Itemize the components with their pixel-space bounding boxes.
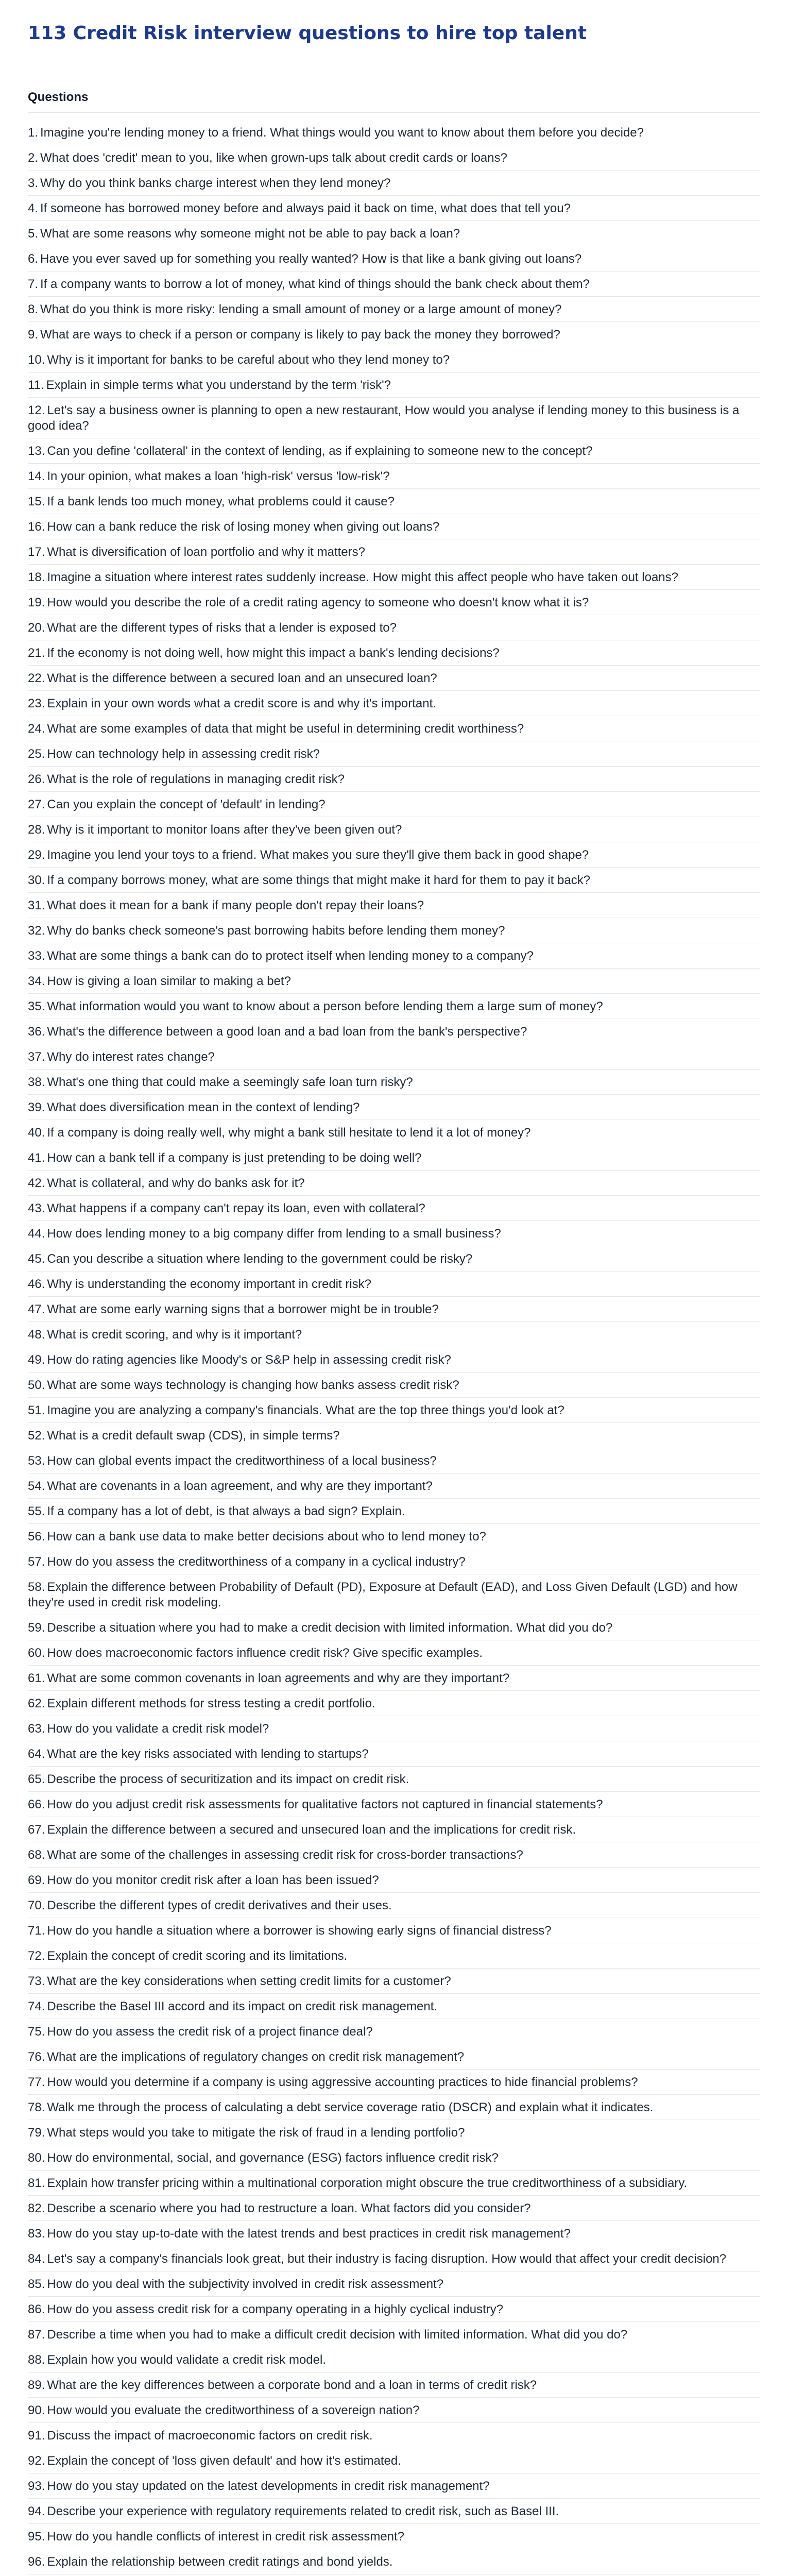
question-text: How would you evaluate the creditworthiness of a sovereign nation? [47, 2403, 420, 2417]
question-number: 60. [28, 1646, 45, 1660]
question-item [28, 1666, 760, 1691]
question-item [28, 1615, 760, 1640]
question-item [28, 1372, 760, 1398]
question-number: 63. [28, 1722, 45, 1736]
question-text: What is the role of regulations in managing credit risk? [47, 772, 345, 786]
question-item [28, 221, 760, 246]
question-text: What are the different types of risks that a lender is exposed to? [47, 621, 397, 635]
question-number: 78. [28, 2100, 45, 2114]
question-text: What are the key differences between a corporate bond and a loan in terms of credit risk? [47, 2378, 537, 2392]
question-number: 75. [28, 2025, 45, 2039]
question-number: 52. [28, 1429, 45, 1443]
question-number: 33. [28, 949, 45, 963]
question-item [28, 2044, 760, 2070]
question-item [28, 1792, 760, 1817]
question-number: 89. [28, 2378, 45, 2392]
question-number: 37. [28, 1050, 45, 1064]
question-number: 30. [28, 873, 45, 887]
question-number: 32. [28, 924, 45, 938]
question-number: 66. [28, 1798, 45, 1811]
question-text: How would you describe the role of a credit rating agency to someone who doesn't know what it is? [47, 596, 589, 609]
question-text: Imagine you are analyzing a company's financials. What are the top three things you'd look at? [47, 1403, 564, 1417]
question-item [28, 2019, 760, 2044]
question-number: 23. [28, 697, 45, 710]
question-item [28, 1994, 760, 2019]
question-text: Describe a scenario where you had to restructure a loan. What factors did you consider? [47, 2201, 531, 2215]
question-text: Explain how transfer pricing within a multinational corporation might obscure the true creditworthiness of a subsidiary. [47, 2176, 688, 2190]
question-item [28, 1347, 760, 1372]
question-number: 21. [28, 646, 45, 660]
question-number: 7. [28, 277, 39, 291]
question-text: If a company is doing really well, why might a bank still hesitate to lend it a lot of money? [47, 1126, 531, 1140]
question-text: What does 'credit' mean to you, like when grown-ups talk about credit cards or loans? [40, 151, 507, 165]
question-number: 95. [28, 2530, 45, 2544]
question-text: If someone has borrowed money before and always paid it back on time, what does that tell you? [40, 201, 571, 215]
question-item [28, 1741, 760, 1767]
question-number: 58. [28, 1580, 45, 1594]
question-item [28, 994, 760, 1019]
question-number: 88. [28, 2353, 45, 2367]
question-text: Why is it important for banks to be careful about who they lend money to? [47, 353, 450, 367]
question-number: 86. [28, 2302, 45, 2316]
question-text: What steps would you take to mitigate the risk of fraud in a lending portfolio? [47, 2126, 465, 2140]
question-number: 27. [28, 798, 45, 811]
question-text: Walk me through the process of calculating a debt service coverage ratio (DSCR) and explain what it indicates. [47, 2100, 654, 2114]
question-text: What are some common covenants in loan agreements and why are they important? [47, 1671, 510, 1685]
question-text: How do you stay updated on the latest developments in credit risk management? [47, 2479, 490, 2493]
question-item [28, 590, 760, 615]
question-number: 34. [28, 974, 45, 988]
question-number: 68. [28, 1848, 45, 1862]
question-text: Can you define 'collateral' in the context of lending, as if explaining to someone new to the concept? [47, 444, 593, 458]
question-text: If a company wants to borrow a lot of money, what kind of things should the bank check about them? [40, 277, 590, 291]
question-item [28, 1070, 760, 1095]
question-item [28, 1817, 760, 1842]
question-item [28, 969, 760, 994]
question-text: How do you deal with the subjectivity involved in credit risk assessment? [47, 2277, 444, 2291]
question-number: 18. [28, 570, 45, 584]
question-item [28, 1767, 760, 1792]
question-item [28, 120, 760, 145]
question-item [28, 347, 760, 372]
question-item [28, 565, 760, 590]
question-item [28, 2221, 760, 2246]
question-text: Describe a situation where you had to make a credit decision with limited information. What did you do? [47, 1621, 613, 1635]
question-number: 56. [28, 1530, 45, 1544]
question-text: Why do you think banks charge interest when they lend money? [40, 176, 391, 190]
question-item [28, 1716, 760, 1741]
question-text: Explain different methods for stress testing a credit portfolio. [47, 1697, 375, 1710]
question-text: What happens if a company can't repay its loan, even with collateral? [47, 1201, 425, 1215]
question-item [28, 1549, 760, 1574]
question-item [28, 1272, 760, 1297]
question-number: 48. [28, 1328, 45, 1342]
question-text: Can you describe a situation where lending to the government could be risky? [47, 1252, 473, 1266]
question-number: 8. [28, 302, 39, 316]
question-number: 26. [28, 772, 45, 786]
question-text: Imagine you're lending money to a friend. What things would you want to know about them before you decide? [40, 126, 644, 140]
question-text: What is the difference between a secured loan and an unsecured loan? [47, 671, 437, 685]
question-text: Explain the concept of credit scoring and its limitations. [47, 1949, 348, 1963]
question-text: Discuss the impact of macroeconomic factors on credit risk. [47, 2429, 373, 2443]
question-text: What are some ways technology is changing how banks assess credit risk? [47, 1378, 459, 1392]
question-number: 79. [28, 2126, 45, 2140]
question-item [28, 2473, 760, 2499]
question-number: 46. [28, 1277, 45, 1291]
question-number: 2. [28, 151, 39, 165]
question-item [28, 1423, 760, 1448]
question-text: Explain the difference between a secured and unsecured loan and the implications for credit risk. [47, 1823, 576, 1837]
question-item [28, 2499, 760, 2524]
question-item [28, 464, 760, 489]
question-item [28, 842, 760, 868]
question-item [28, 691, 760, 716]
question-number: 13. [28, 444, 45, 458]
question-text: Can you explain the concept of 'default' in lending? [47, 798, 326, 811]
question-text: What information would you want to know about a person before lending them a large sum of money? [47, 999, 603, 1013]
question-text: How would you determine if a company is using aggressive accounting practices to hide financial problems? [47, 2075, 638, 2089]
question-number: 3. [28, 176, 39, 190]
question-item [28, 2145, 760, 2171]
question-number: 28. [28, 823, 45, 837]
question-item [28, 1640, 760, 1666]
question-text: What are some early warning signs that a borrower might be in trouble? [47, 1302, 439, 1316]
question-text: How do you assess the creditworthiness of a company in a cyclical industry? [47, 1555, 466, 1569]
question-text: Explain in simple terms what you understand by the term 'risk'? [46, 378, 391, 392]
question-item [28, 767, 760, 792]
question-item [28, 615, 760, 640]
question-item [28, 2120, 760, 2145]
question-text: What are some reasons why someone might not be able to pay back a loan? [40, 227, 460, 241]
question-text: Let's say a business owner is planning to open a new restaurant, How would you analyse if lending money to this business is a good idea? [28, 403, 740, 433]
question-number: 6. [28, 252, 39, 266]
question-item [28, 514, 760, 539]
question-text: How can a bank reduce the risk of losing money when giving out loans? [47, 520, 440, 534]
question-text: What does it mean for a bank if many people don't repay their loans? [47, 899, 424, 912]
question-item [28, 2272, 760, 2297]
question-item [28, 196, 760, 221]
question-text: How do you adjust credit risk assessments for qualitative factors not captured in financial statements? [47, 1798, 603, 1811]
question-text: Describe your experience with regulatory requirements related to credit risk, such as Basel III. [47, 2504, 559, 2518]
question-number: 41. [28, 1151, 45, 1165]
question-item [28, 1842, 760, 1868]
question-item [28, 438, 760, 464]
question-number: 73. [28, 1974, 45, 1988]
question-text: How can a bank tell if a company is just pretending to be doing well? [47, 1151, 422, 1165]
question-text: Let's say a company's financials look great, but their industry is facing disruption. How would that affect your credit decision? [47, 2252, 727, 2266]
question-number: 14. [28, 469, 45, 483]
question-number: 29. [28, 848, 45, 862]
question-number: 65. [28, 1772, 45, 1786]
question-text: What is credit scoring, and why is it important? [47, 1328, 302, 1342]
question-number: 44. [28, 1227, 45, 1241]
question-item [28, 372, 760, 398]
question-number: 83. [28, 2227, 45, 2241]
question-item [28, 2372, 760, 2398]
question-number: 35. [28, 999, 45, 1013]
question-text: What's one thing that could make a seemingly safe loan turn risky? [47, 1075, 413, 1089]
question-number: 77. [28, 2075, 45, 2089]
question-text: What are some examples of data that might be useful in determining credit worthiness? [47, 722, 524, 736]
question-text: What are the key risks associated with lending to startups? [47, 1747, 369, 1761]
question-text: If a company borrows money, what are some things that might make it hard for them to pay it back? [47, 873, 591, 887]
question-number: 84. [28, 2252, 45, 2266]
question-item [28, 893, 760, 918]
question-item [28, 1171, 760, 1196]
question-item [28, 1095, 760, 1120]
question-text: What are the implications of regulatory changes on credit risk management? [47, 2050, 465, 2064]
question-item [28, 1044, 760, 1070]
question-item [28, 1969, 760, 1994]
question-text: What is diversification of loan portfolio and why it matters? [47, 545, 365, 559]
question-text: Have you ever saved up for something you really wanted? How is that like a bank giving out loans? [40, 252, 582, 266]
question-item [28, 1918, 760, 1943]
question-text: Explain in your own words what a credit score is and why it's important. [47, 697, 436, 710]
question-text: How do you stay up-to-date with the latest trends and best practices in credit risk management? [47, 2227, 571, 2241]
question-number: 90. [28, 2403, 45, 2417]
question-item [28, 1574, 760, 1615]
question-text: In your opinion, what makes a loan 'high-risk' versus 'low-risk'? [47, 469, 390, 483]
question-text: Describe the process of securitization and its impact on credit risk. [47, 1772, 409, 1786]
question-number: 93. [28, 2479, 45, 2493]
question-number: 80. [28, 2151, 45, 2165]
question-item [28, 2196, 760, 2221]
section-divider [28, 112, 760, 113]
question-item [28, 666, 760, 691]
question-number: 20. [28, 621, 45, 635]
question-number: 31. [28, 899, 45, 912]
question-item [28, 1221, 760, 1246]
question-item [28, 1499, 760, 1524]
question-number: 59. [28, 1621, 45, 1635]
question-number: 96. [28, 2555, 45, 2569]
question-number: 40. [28, 1126, 45, 1140]
question-number: 87. [28, 2328, 45, 2342]
question-text: Explain how you would validate a credit risk model. [47, 2353, 326, 2367]
question-item [28, 1473, 760, 1499]
question-number: 69. [28, 1873, 45, 1887]
question-number: 5. [28, 227, 39, 241]
question-number: 15. [28, 495, 45, 509]
question-item [28, 1868, 760, 1893]
question-item [28, 2524, 760, 2549]
question-text: How can a bank use data to make better decisions about who to lend money to? [47, 1530, 486, 1544]
question-number: 82. [28, 2201, 45, 2215]
question-text: Explain the concept of 'loss given default' and how it's estimated. [47, 2454, 401, 2468]
question-text: Why do banks check someone's past borrowing habits before lending them money? [47, 924, 505, 938]
question-item [28, 943, 760, 969]
question-number: 62. [28, 1697, 45, 1710]
question-number: 54. [28, 1479, 45, 1493]
question-item [28, 918, 760, 943]
question-text: Why do interest rates change? [47, 1050, 215, 1064]
question-number: 19. [28, 596, 45, 609]
question-item [28, 1297, 760, 1322]
question-number: 49. [28, 1353, 45, 1367]
question-number: 91. [28, 2429, 45, 2443]
question-item [28, 2423, 760, 2448]
question-number: 22. [28, 671, 45, 685]
question-item [28, 792, 760, 817]
question-text: What are ways to check if a person or company is likely to pay back the money they borrowed? [40, 328, 560, 342]
question-text: How do you assess the credit risk of a project finance deal? [47, 2025, 373, 2039]
question-item [28, 322, 760, 347]
question-number: 51. [28, 1403, 45, 1417]
question-number: 71. [28, 1924, 45, 1938]
question-item [28, 272, 760, 297]
question-text: What is a credit default swap (CDS), in simple terms? [47, 1429, 340, 1443]
question-text: Imagine a situation where interest rates suddenly increase. How might this affect people who have taken out loans? [47, 570, 678, 584]
question-item [28, 817, 760, 842]
question-number: 76. [28, 2050, 45, 2064]
question-text: Explain the relationship between credit ratings and bond yields. [47, 2555, 393, 2569]
question-item [28, 145, 760, 171]
question-item [28, 171, 760, 196]
question-number: 64. [28, 1747, 45, 1761]
question-text: If a bank lends too much money, what problems could it cause? [47, 495, 395, 509]
question-item [28, 741, 760, 767]
question-item [28, 398, 760, 438]
question-text: How do you monitor credit risk after a loan has been issued? [47, 1873, 379, 1887]
question-item [28, 716, 760, 741]
question-number: 39. [28, 1100, 45, 1114]
question-text: What are the key considerations when setting credit limits for a customer? [47, 1974, 451, 1988]
question-text: Describe a time when you had to make a difficult credit decision with limited information. What did you do? [47, 2328, 628, 2342]
question-number: 45. [28, 1252, 45, 1266]
question-number: 36. [28, 1025, 45, 1039]
question-text: What is collateral, and why do banks ask for it? [47, 1176, 305, 1190]
question-item [28, 2095, 760, 2120]
question-item [28, 1145, 760, 1171]
question-item [28, 1524, 760, 1549]
question-text: How does macroeconomic factors influence credit risk? Give specific examples. [47, 1646, 483, 1660]
question-text: Why is understanding the economy important in credit risk? [47, 1277, 371, 1291]
question-text: What's the difference between a good loan and a bad loan from the bank's perspective? [47, 1025, 527, 1039]
question-number: 10. [28, 353, 45, 367]
question-number: 38. [28, 1075, 45, 1089]
question-item [28, 2322, 760, 2347]
question-item [28, 2246, 760, 2272]
questions-list [28, 120, 760, 2576]
question-number: 85. [28, 2277, 45, 2291]
question-number: 42. [28, 1176, 45, 1190]
question-text: Why is it important to monitor loans after they've been given out? [47, 823, 402, 837]
question-text: How do environmental, social, and governance (ESG) factors influence credit risk? [47, 2151, 499, 2165]
question-number: 67. [28, 1823, 45, 1837]
question-item [28, 2171, 760, 2196]
question-number: 92. [28, 2454, 45, 2468]
question-text: What are some things a bank can do to protect itself when lending money to a company? [47, 949, 534, 963]
question-item [28, 246, 760, 272]
question-item [28, 1943, 760, 1969]
question-item [28, 2549, 760, 2574]
question-item [28, 1691, 760, 1716]
question-item [28, 2398, 760, 2423]
question-number: 57. [28, 1555, 45, 1569]
question-text: Describe the different types of credit derivatives and their uses. [47, 1899, 392, 1912]
question-item [28, 1448, 760, 1473]
question-text: What are some of the challenges in assessing credit risk for cross-border transactions? [47, 1848, 523, 1862]
question-item [28, 2448, 760, 2473]
question-number: 16. [28, 520, 45, 534]
question-number: 61. [28, 1671, 45, 1685]
question-number: 81. [28, 2176, 45, 2190]
question-number: 94. [28, 2504, 45, 2518]
section-heading-questions: Questions [28, 90, 89, 104]
question-text: How do you assess credit risk for a company operating in a highly cyclical industry? [47, 2302, 504, 2316]
question-text: How can global events impact the creditworthiness of a local business? [47, 1454, 437, 1468]
question-item [28, 1246, 760, 1272]
question-item [28, 2347, 760, 2372]
question-text: How do you handle conflicts of interest in credit risk assessment? [47, 2530, 405, 2544]
question-number: 53. [28, 1454, 45, 1468]
question-item [28, 1019, 760, 1044]
question-number: 17. [28, 545, 45, 559]
question-number: 1. [28, 126, 39, 140]
question-item [28, 1893, 760, 1918]
question-item [28, 1398, 760, 1423]
question-text: What do you think is more risky: lending a small amount of money or a large amount of money? [40, 302, 562, 316]
question-number: 74. [28, 1999, 45, 2013]
question-text: What are covenants in a loan agreement, and why are they important? [47, 1479, 433, 1493]
question-item [28, 1120, 760, 1145]
question-number: 50. [28, 1378, 45, 1392]
question-text: How does lending money to a big company differ from lending to a small business? [47, 1227, 501, 1241]
question-text: If a company has a lot of debt, is that always a bad sign? Explain. [47, 1504, 405, 1518]
question-item [28, 2297, 760, 2322]
question-item [28, 868, 760, 893]
question-text: Explain the difference between Probability of Default (PD), Exposure at Default (EAD), and Loss Given Default (LGD) and how they're used in credit risk modeling. [28, 1580, 738, 1609]
question-number: 24. [28, 722, 45, 736]
question-item [28, 1196, 760, 1221]
question-number: 72. [28, 1949, 45, 1963]
question-number: 25. [28, 747, 45, 761]
question-item [28, 1322, 760, 1347]
question-text: How is giving a loan similar to making a bet? [47, 974, 291, 988]
question-text: If the economy is not doing well, how might this impact a bank's lending decisions? [47, 646, 500, 660]
question-text: How do you handle a situation where a borrower is showing early signs of financial distress? [47, 1924, 552, 1938]
question-text: Describe the Basel III accord and its impact on credit risk management. [47, 1999, 438, 2013]
question-text: How do you validate a credit risk model? [47, 1722, 269, 1736]
question-item [28, 489, 760, 514]
question-number: 70. [28, 1899, 45, 1912]
question-item [28, 297, 760, 322]
page-title: 113 Credit Risk interview questions to hire top talent [28, 23, 587, 44]
question-text: What does diversification mean in the context of lending? [47, 1100, 360, 1114]
question-text: How do rating agencies like Moody's or S&P help in assessing credit risk? [47, 1353, 451, 1367]
question-number: 47. [28, 1302, 45, 1316]
question-item [28, 640, 760, 666]
question-number: 43. [28, 1201, 45, 1215]
question-number: 12. [28, 403, 45, 417]
question-item [28, 2070, 760, 2095]
question-number: 55. [28, 1504, 45, 1518]
question-text: Imagine you lend your toys to a friend. What makes you sure they'll give them back in good shape? [47, 848, 589, 862]
question-text: How can technology help in assessing credit risk? [47, 747, 320, 761]
question-number: 4. [28, 201, 39, 215]
question-item [28, 539, 760, 565]
question-number: 11. [28, 378, 44, 392]
question-number: 9. [28, 328, 39, 342]
